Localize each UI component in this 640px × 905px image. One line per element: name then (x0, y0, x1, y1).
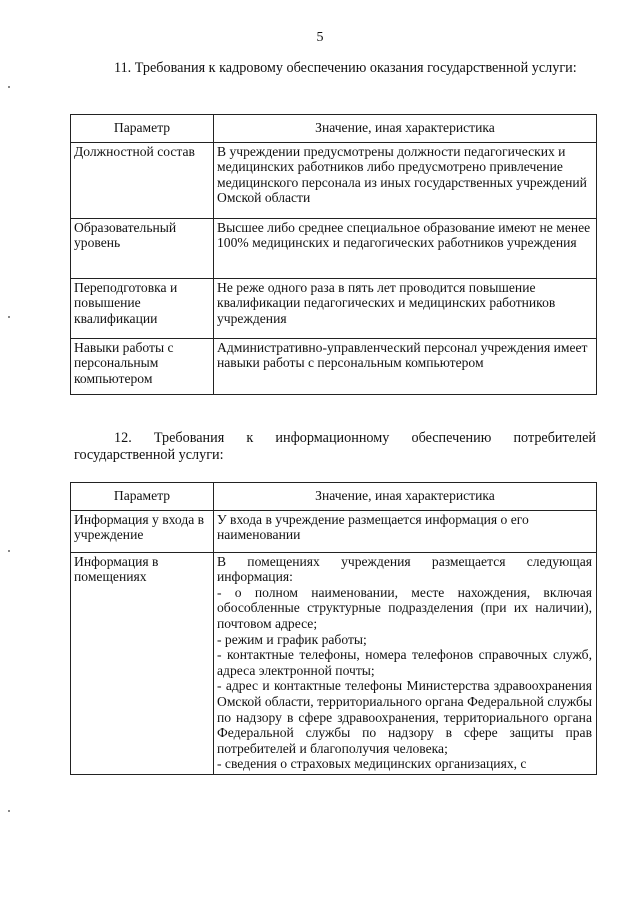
scan-artifact (8, 550, 10, 552)
param-cell: Информация у входа в учреждение (71, 510, 214, 552)
param-cell: Должностной состав (71, 142, 214, 218)
table-row (71, 510, 597, 552)
scan-artifact (8, 810, 10, 812)
scan-artifact (8, 86, 10, 88)
table-header-row (71, 483, 597, 511)
info-intro: В помещениях учреждения размещается следующая информация: (217, 553, 592, 585)
scan-artifact (8, 316, 10, 318)
info-item: - режим и график работы; (217, 631, 367, 647)
table-row (71, 218, 597, 278)
info-item: - сведения о страховых медицинских организациях, с (217, 756, 527, 772)
value-cell: Административно-управленческий персонал учреждения имеет навыки работы с персональным компьютером (214, 338, 597, 394)
table-header-row (71, 115, 597, 143)
table-row (71, 338, 597, 394)
value-cell (214, 552, 597, 774)
header-value: Значение, иная характеристика (214, 483, 597, 511)
param-cell: Информация в помещениях (71, 552, 214, 774)
info-item: - контактные телефоны, номера телефонов справочных служб, адреса электронной почты; (217, 647, 592, 678)
value-cell: Не реже одного раза в пять лет проводится повышение квалификации педагогических и медицинских работников учреждения (214, 278, 597, 338)
information-requirements-table (70, 482, 597, 775)
param-cell: Образовательный уровень (71, 218, 214, 278)
table-row (71, 278, 597, 338)
info-item: - о полном наименовании, месте нахождения, включая обособленные структурные подразделения (при их наличии), почтовом адресе; (217, 584, 592, 631)
value-cell: У входа в учреждение размещается информация о его наименовании (214, 510, 597, 552)
section-11-heading: 11. Требования к кадровому обеспечению оказания государственной услуги: (114, 60, 577, 76)
param-cell: Переподготовка и повышение квалификации (71, 278, 214, 338)
param-cell: Навыки работы с персональным компьютером (71, 338, 214, 394)
header-param: Параметр (71, 115, 214, 143)
page-number: 5 (316, 30, 324, 45)
table-row (71, 552, 597, 774)
staffing-requirements-table (70, 114, 597, 395)
table-row (71, 142, 597, 218)
header-value: Значение, иная характеристика (214, 115, 597, 143)
value-cell: В учреждении предусмотрены должности педагогических и медицинских работников либо предусмотрено привлечение медицинского персонала из иных государственных учреждений Омской области (214, 142, 597, 218)
info-item: - адрес и контактные телефоны Министерства здравоохранения Омской области, территориального органа Федеральной службы по надзору в сфере здравоохранения, территориального органа Федеральной службы по надзору в сфере защиты прав потребителей и благополучия человека; (217, 678, 593, 756)
header-param: Параметр (71, 483, 214, 511)
section-12-heading: 12. Требования к информационному обеспечению потребителей государственной услуги: (74, 430, 596, 463)
value-cell: Высшее либо среднее специальное образование имеют не менее 100% медицинских и педагогических работников учреждения (214, 218, 597, 278)
